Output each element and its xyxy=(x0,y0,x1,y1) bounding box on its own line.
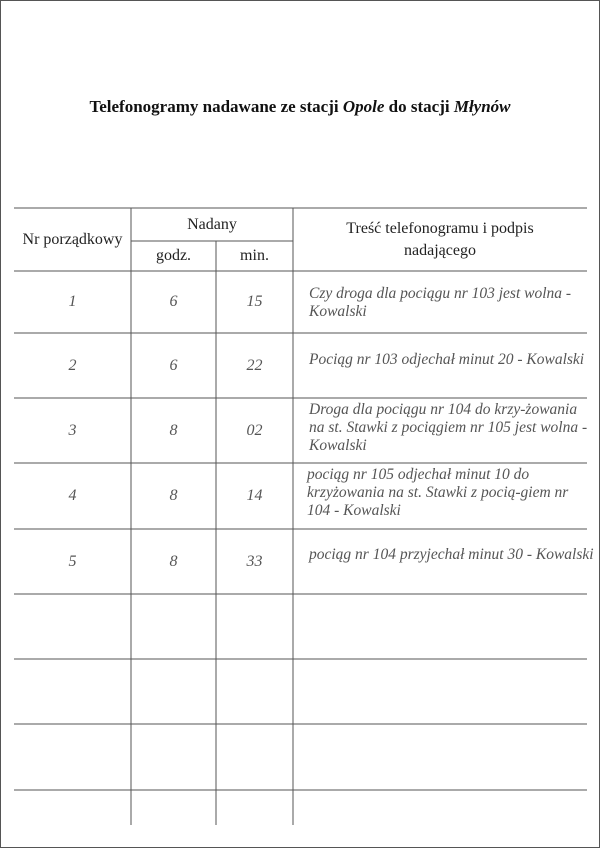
row-1-min: 15 xyxy=(246,293,263,310)
row-5-nr: 5 xyxy=(68,552,77,570)
title-prefix: Telefonogramy nadawane ze stacji xyxy=(89,97,343,116)
row-1-tresc: Czy droga dla pociągu nr 103 jest wolna - Kowalski xyxy=(309,285,572,320)
row-5-tresc: pociąg nr 104 przyjechał minut 30 - Kowalski xyxy=(309,546,594,563)
title-to-station: Młynów xyxy=(453,97,511,116)
header-nadany: Nadany xyxy=(187,215,237,233)
row-2-tresc: Pociąg nr 103 odjechał minut 20 - Kowalski xyxy=(309,351,585,368)
title-from-station: Opole xyxy=(342,97,385,116)
row-3-godz: 8 xyxy=(169,421,178,439)
row-2-min: 22 xyxy=(246,356,263,374)
header-tresc: Treść telefonogramu i podpis nadającego xyxy=(346,219,534,259)
row-1-godz: 6 xyxy=(169,293,178,310)
row-4-godz: 8 xyxy=(169,487,178,504)
header-godz: godz. xyxy=(155,247,192,264)
row-2-nr: 2 xyxy=(68,356,77,374)
row-2-godz: 6 xyxy=(169,356,178,374)
row-5-min: 33 xyxy=(246,552,263,570)
row-1-nr: 1 xyxy=(68,293,77,310)
header-nr: Nr porządkowy xyxy=(22,230,123,248)
row-3-tresc: Droga dla pociągu nr 104 do krzy-żowania na st. Stawki z pociągiem nr 105 jest wolna - Kowalski xyxy=(309,401,588,454)
row-4-tresc: pociąg nr 105 odjechał minut 10 do krzyżowania na st. Stawki z pocią-giem nr 104 - Kowalski xyxy=(307,466,569,519)
header-min: min. xyxy=(240,247,269,264)
row-5-godz: 8 xyxy=(169,552,178,570)
row-3-min: 02 xyxy=(246,421,263,439)
row-4-nr: 4 xyxy=(68,487,77,504)
row-3-nr: 3 xyxy=(68,421,77,439)
title-middle: do stacji xyxy=(384,97,454,116)
row-4-min: 14 xyxy=(246,487,263,504)
